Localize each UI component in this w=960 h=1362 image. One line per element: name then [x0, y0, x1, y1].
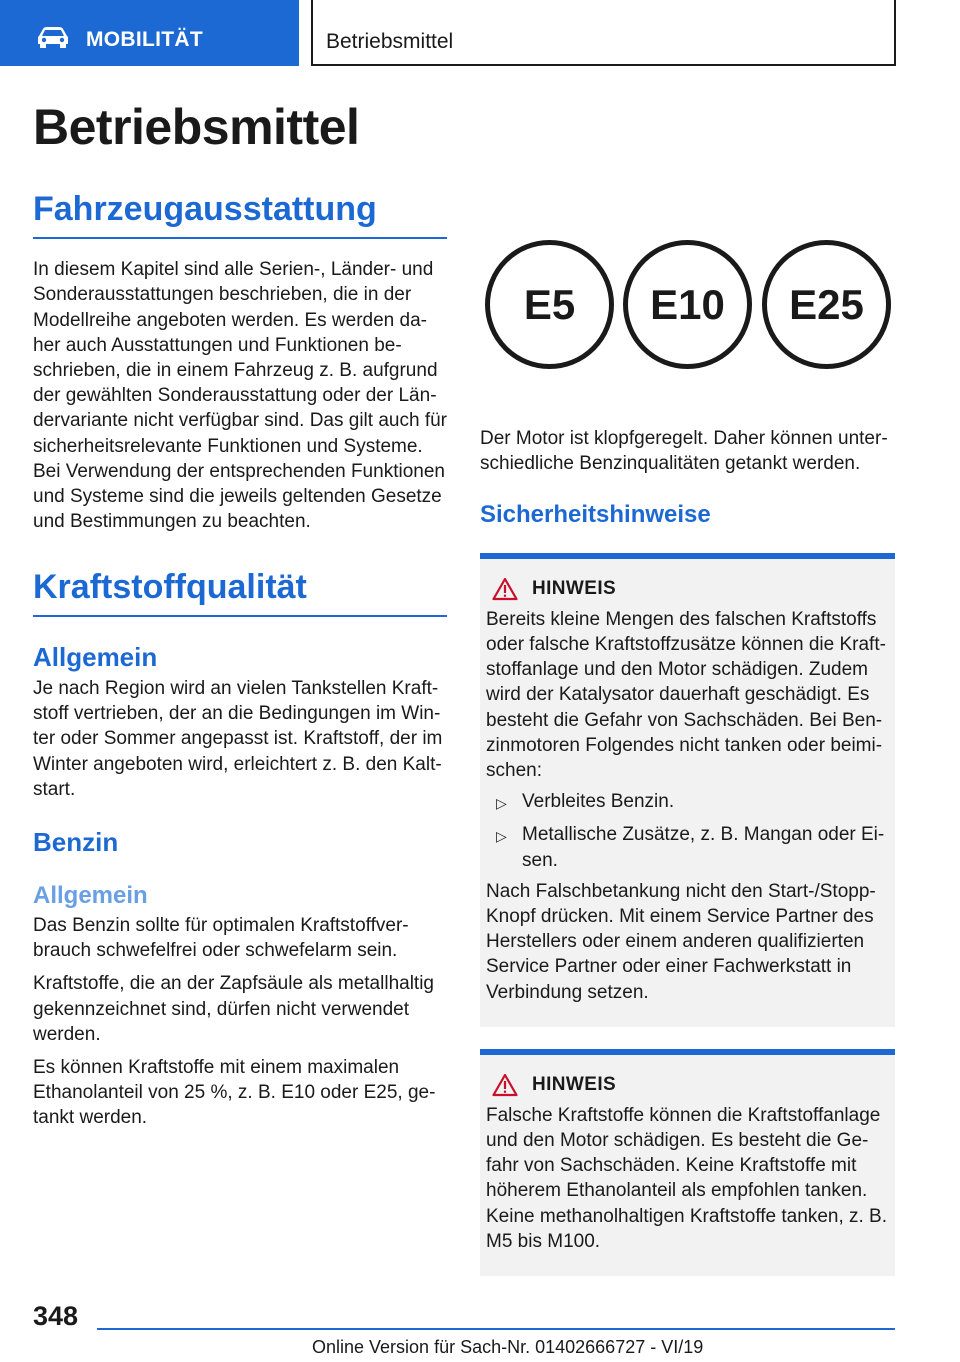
paragraph-engine: Der Motor ist klopfgeregelt. Daher können unterschiedliche Benzinqualitäten getankt werden.	[480, 428, 888, 475]
heading-kraftstoffqualitaet: Kraftstoffqualität	[33, 568, 447, 617]
heading-sicherheitshinweise: Sicherheitshinweise	[480, 501, 711, 529]
list-item: ▷ Verbleites Benzin.	[486, 789, 889, 816]
heading-benzin: Benzin	[33, 827, 119, 858]
page-title: Betriebsmittel	[33, 99, 360, 155]
heading-benzin-allgemein: Allgemein	[33, 881, 148, 909]
notice-text-after: Nach Falschbetankung nicht den Start-/Stopp-Knopf drücken. Mit einem Service Partner des Herstellers oder einem anderen qualifizierten Service Partner oder einer Fachwerkstatt in Verbindung setzen.	[486, 880, 876, 1003]
right-column	[480, 230, 895, 1276]
section-tab[interactable]	[0, 0, 299, 66]
notice-header	[486, 1073, 889, 1097]
paragraph-benzin-3: Es können Kraftstoffe mit einem maximalen Ethanolanteil von 25 %, z. B. E10 oder E25, getankt werden.	[33, 1057, 436, 1129]
heading-fahrzeugausstattung: Fahrzeugausstattung	[33, 190, 447, 239]
bullet-triangle-icon: ▷	[496, 828, 507, 845]
section-tab-label: MOBILITÄT	[86, 28, 204, 51]
notice-title: HINWEIS	[532, 577, 617, 599]
notice-text: Bereits kleine Mengen des falschen Kraftstoffs oder falsche Kraftstoffzusätze können die Kraftstoffanlage und den Motor schädigen. Zudem wird der Katalysator dauerhaft geschädigt. Es besteht die Gefahr von Sachschäden. Bei Benzinmotoren Folgendes nicht tanken oder beimischen:	[486, 608, 886, 782]
notice-box-1	[480, 553, 895, 1027]
page-number: 348	[33, 1301, 79, 1331]
list-item: ▷ Metallische Zusätze, z. B. Mangan oder Eisen.	[486, 822, 889, 872]
chapter-title: Betriebsmittel	[326, 30, 454, 53]
warning-icon	[492, 1073, 518, 1097]
badge-e25: E25	[762, 240, 891, 369]
notice-header	[486, 577, 889, 601]
paragraph-benzin-1: Das Benzin sollte für optimalen Kraftstoffverbrauch schwefelfrei oder schwefelarm sein.	[33, 915, 409, 962]
paragraph-allgemein: Je nach Region wird an vielen Tankstellen Kraftstoff vertrieben, der an die Bedingungen im Winter oder Sommer angepasst ist. Kraftstoff, der im Winter angeboten wird, erleichtert z. B. den Kaltstart.	[33, 678, 443, 800]
notice-box-2	[480, 1049, 895, 1276]
paragraph-fahrzeugausstattung: In diesem Kapitel sind alle Serien-, Länder- und Sonderausstattungen beschrieben, die in der Modellreihe angeboten werden. Es werden daher auch Ausstattungen und Funktionen beschrieben, die in einem Fahrzeug z. B. aufgrund der gewählten Sonderausstattung oder der Ländervariante nicht verfügbar sind. Das gilt auch für sicherheitsrelevante Funktionen und Systeme. Bei Verwendung der entsprechenden Funktionen und Systeme sind die jeweils geltenden Gesetze und Bestimmungen zu beachten.	[33, 259, 447, 533]
warning-icon	[492, 577, 518, 601]
badge-e10: E10	[623, 240, 752, 369]
fuel-badges	[480, 230, 895, 370]
left-column	[33, 190, 447, 1131]
car-icon	[36, 26, 70, 48]
bullet-triangle-icon: ▷	[496, 795, 507, 812]
notice-title: HINWEIS	[532, 1073, 617, 1095]
badge-e5: E5	[485, 240, 614, 369]
heading-allgemein: Allgemein	[33, 642, 158, 673]
notice-text: Falsche Kraftstoffe können die Kraftstoffanlage und den Motor schädigen. Es besteht die Gefahr von Sachschäden. Keine Kraftstoffe mit höherem Ethanolanteil als empfohlen tanken. Keine methanolhaltigen Kraftstoffe tanken, z. B. M5 bis M100.	[486, 1104, 888, 1252]
chapter-header	[311, 0, 896, 66]
footer-version: Online Version für Sach-Nr. 01402666727 - VI/19	[312, 1337, 704, 1357]
footer-divider	[97, 1328, 895, 1330]
paragraph-benzin-2: Kraftstoffe, die an der Zapfsäule als metallhaltig gekennzeichnet sind, dürfen nicht verwendet werden.	[33, 973, 434, 1045]
